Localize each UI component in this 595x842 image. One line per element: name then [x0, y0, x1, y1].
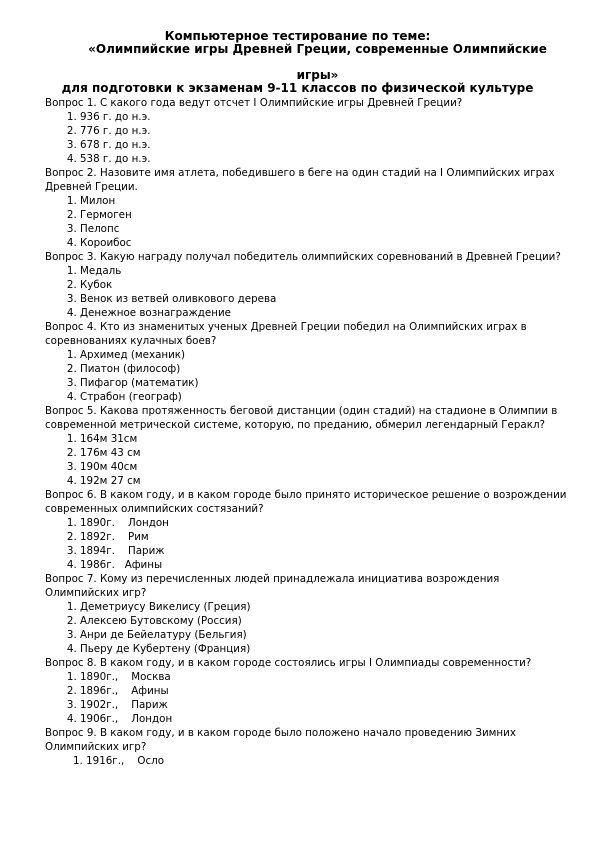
option-7-2: 2. Алексею Бутовскому (Россия)	[80, 614, 575, 628]
option-4-1: 1. Архимед (механик)	[80, 348, 575, 362]
header-line-2: «Олимпийские игры Древней Греции, современные Олимпийские	[88, 42, 547, 56]
option-5-3: 3. 190м 40см	[80, 460, 575, 474]
option-5-4: 4. 192м 27 см	[80, 474, 575, 488]
option-8-2: 2. 1896г., Афины	[80, 684, 575, 698]
question-5: Вопрос 5. Какова протяженность беговой дистанции (один стадий) на стадионе в Олимпии в современной метрической системе, которую, по преданию, обмерил легендарный Геракл?	[45, 405, 558, 431]
options-4	[45, 348, 575, 404]
options-6	[45, 516, 575, 572]
options-1	[45, 110, 575, 166]
option-2-3: 3. Пелопс	[80, 222, 575, 236]
option-6-3: 3. 1894г. Париж	[80, 544, 575, 558]
option-3-3: 3. Венок из ветвей оливкового дерева	[80, 292, 575, 306]
question-7: Вопрос 7. Кому из перечисленных людей принадлежала инициатива возрождения Олимпийских игр?	[45, 573, 500, 599]
option-6-4: 4. 1986г. Афины	[80, 558, 575, 572]
question-3: Вопрос 3. Какую награду получал победитель олимпийских соревнований в Древней Греции?	[45, 251, 561, 263]
options-5	[45, 432, 575, 488]
options-9	[45, 754, 575, 768]
option-1-2: 2. 776 г. до н.э.	[80, 124, 575, 138]
option-8-4: 4. 1906г., Лондон	[80, 712, 575, 726]
options-7	[45, 600, 575, 656]
option-4-4: 4. Страбон (географ)	[80, 390, 575, 404]
option-5-2: 2. 176м 43 см	[80, 446, 575, 460]
question-1: Вопрос 1. С какого года ведут отсчет I Олимпийские игры Древней Греции?	[45, 97, 463, 109]
option-5-1: 1. 164м 31см	[80, 432, 575, 446]
header-line-3: игры»	[296, 68, 339, 82]
option-4-3: 3. Пифагор (математик)	[80, 376, 575, 390]
option-8-3: 3. 1902г., Париж	[80, 698, 575, 712]
question-2: Вопрос 2. Назовите имя атлета, победившего в беге на один стадий на I Олимпийских играх Древней Греции.	[45, 167, 555, 193]
question-8: Вопрос 8. В каком году, и в каком городе состоялись игры I Олимпиады современности?	[45, 657, 532, 669]
option-7-1: 1. Деметриусу Викелису (Греция)	[80, 600, 575, 614]
option-6-1: 1. 1890г. Лондон	[80, 516, 575, 530]
option-4-2: 2. Пиатон (философ)	[80, 362, 575, 376]
option-7-3: 3. Анри де Бейелатуру (Бельгия)	[80, 628, 575, 642]
options-2	[45, 194, 575, 250]
questions-list	[45, 96, 575, 768]
option-2-4: 4. Короибос	[80, 236, 575, 250]
option-9-1: 1. 1916г., Осло	[73, 755, 164, 767]
header-line-1: Компьютерное тестирование по теме:	[164, 29, 431, 43]
options-8	[45, 670, 575, 726]
option-1-4: 4. 538 г. до н.э.	[80, 152, 575, 166]
option-7-4: 4. Пьеру де Кубертену (Франция)	[80, 642, 575, 656]
question-4: Вопрос 4. Кто из знаменитых ученых Древней Греции победил на Олимпийских играх в соревнованиях кулачных боев?	[45, 321, 527, 347]
option-2-1: 1. Милон	[80, 194, 575, 208]
option-3-2: 2. Кубок	[80, 278, 575, 292]
option-1-1: 1. 936 г. до н.э.	[80, 110, 575, 124]
option-1-3: 3. 678 г. до н.э.	[80, 138, 575, 152]
question-6: Вопрос 6. В каком году, и в каком городе было принято историческое решение о возрождении современных олимпийских состязаний?	[45, 489, 567, 515]
option-6-2: 2. 1892г. Рим	[80, 530, 575, 544]
options-3	[45, 264, 575, 320]
option-3-4: 4. Денежное вознаграждение	[80, 306, 575, 320]
header-line-4: для подготовки к экзаменам 9-11 классов по физической культуре	[61, 81, 534, 95]
option-3-1: 1. Медаль	[80, 264, 575, 278]
option-8-1: 1. 1890г., Москва	[80, 670, 575, 684]
question-9: Вопрос 9. В каком году, и в каком городе было положено начало проведению Зимних Олимпийских игр?	[45, 727, 516, 753]
option-2-2: 2. Гермоген	[80, 208, 575, 222]
